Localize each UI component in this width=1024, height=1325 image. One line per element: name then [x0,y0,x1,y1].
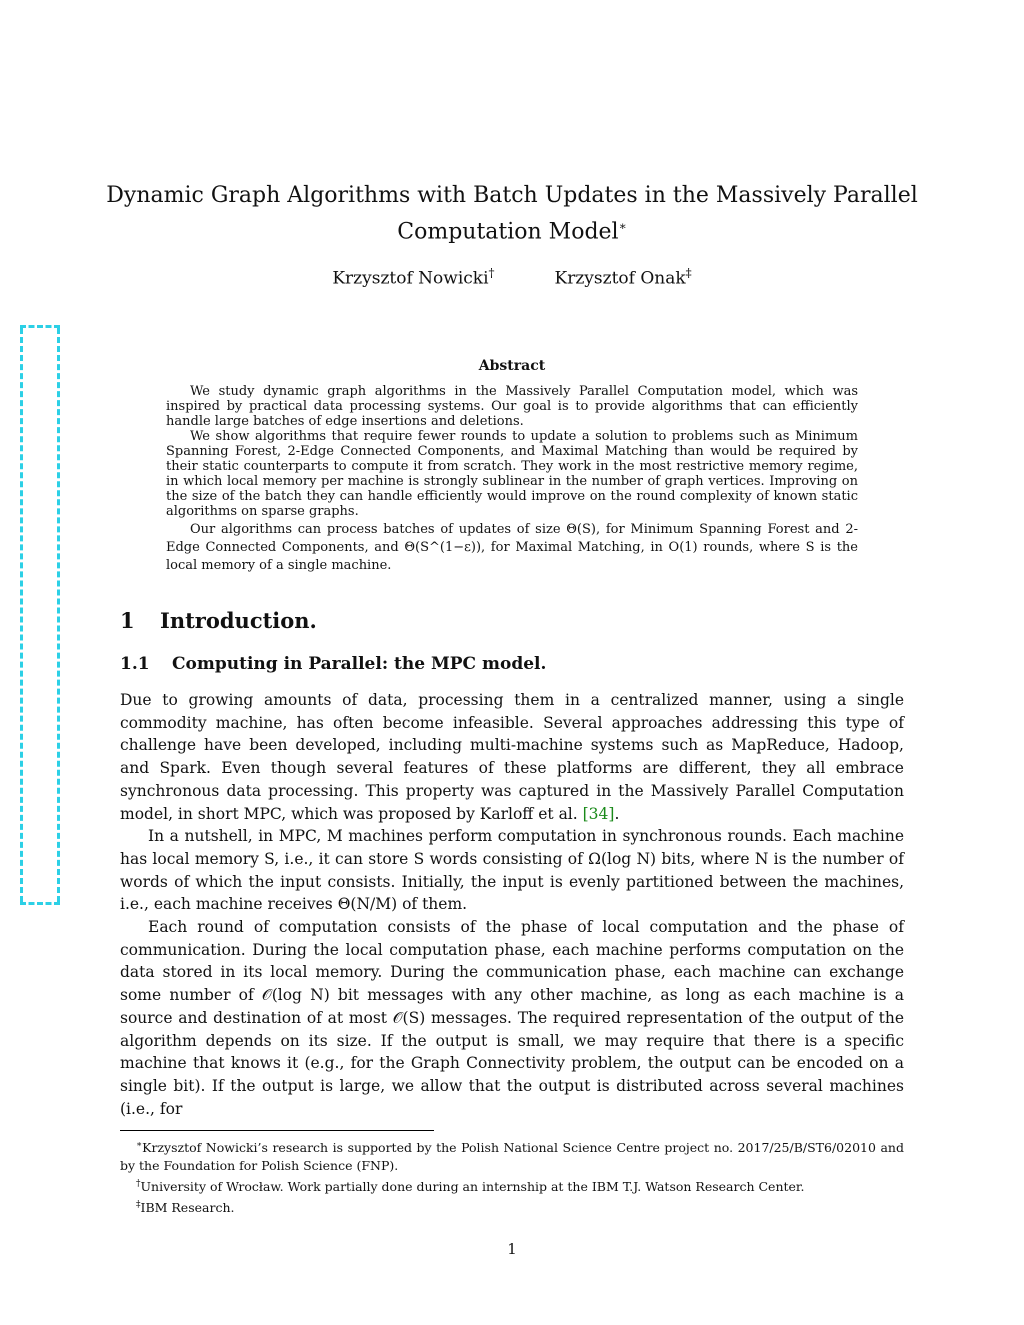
body-paragraph: In a nutshell, in MPC, M machines perform computation in synchronous rounds. Each machine has local memory S, i.e., it can store S words consisting of Ω(log N) bits, where N is the number of words of which the input consists. Initially, the input is evenly partitioned between the machines, i.e., each machine receives Θ(N/M) of them. [120,827,904,914]
subsection-heading: 1.1 Computing in Parallel: the MPC model. [120,654,547,674]
page-number: 1 [507,1240,517,1258]
footnote: ∗Krzysztof Nowicki’s research is supported by the Polish National Science Centre project no. 2017/25/B/ST6/02010 and by the Foundation for Polish Science (FNP). [120,1140,904,1174]
author-list [0,266,1024,289]
dashed-annotation-box [20,325,60,905]
footnote-rule [120,1130,434,1131]
footnotes [120,1136,904,1217]
abstract-heading: Abstract [478,358,546,374]
citation-link[interactable]: [34] [582,804,615,823]
author: Krzysztof Nowicki† [332,266,495,289]
footnote: †University of Wrocław. Work partially done during an internship at the IBM T.J. Watson Research Center. [136,1179,805,1195]
abstract-paragraph: We study dynamic graph algorithms in the Massively Parallel Computation model, which was inspired by practical data processing systems. Our goal is to provide algorithms that can efficiently handle large batches of edge insertions and deletions. [166,384,858,429]
abstract-paragraph: We show algorithms that require fewer rounds to update a solution to problems such as Minimum Spanning Forest, 2-Edge Connected Components, and Maximal Matching than would be required by their static counterparts to compute it from scratch. They work in the most restrictive memory regime, in which local memory per machine is strongly sublinear in the number of graph vertices. Improving on the size of the batch they can handle efficiently would improve on the round complexity of known static algorithms on sparse graphs. [166,429,858,519]
title-line-2: Computation Model∗ [397,219,627,245]
body-paragraph: Due to growing amounts of data, processing them in a centralized manner, using a single commodity machine, has often become infeasible. Several approaches addressing this type of challenge have been developed, including multi-machine systems such as MapReduce, Hadoop, and Spark. Even though several features of these platforms are different, they all embrace synchronous data processing. This property was captured in the Massively Parallel Computation model, in short MPC, which was proposed by Karloff et al. [34]. [120,691,904,823]
title-footnote-mark: ∗ [618,219,627,233]
body-paragraph: Each round of computation consists of the phase of local computation and the phase of communication. During the local computation phase, each machine performs computation on the data stored in its local memory. During the communication phase, each machine can exchange some number of 𝒪(log N) bit messages with any other machine, as long as each machine is a source and destination of at most 𝒪(S) messages. The required representation of the output of the algorithm depends on its size. If the output is small, we may require that there is a specific machine that knows it (e.g., for the Graph Connectivity problem, the output can be encoded on a single bit). If the output is large, we allow that the output is distributed across several machines (i.e., for [120,918,904,1118]
abstract-paragraph: Our algorithms can process batches of updates of size Θ(S), for Minimum Spanning Forest and 2-Edge Connected Components, and Θ(S^(1−ε)), for Maximal Matching, in O(1) rounds, where S is the local memory of a single machine. [166,522,858,573]
paper-title [90,180,934,247]
abstract [166,384,858,575]
title-line-1: Dynamic Graph Algorithms with Batch Updates in the Massively Parallel [106,183,918,208]
author: Krzysztof Onak‡ [554,266,692,289]
body-text [120,689,904,1120]
section-heading: 1 Introduction. [120,608,317,633]
footnote: ‡IBM Research. [136,1200,235,1216]
